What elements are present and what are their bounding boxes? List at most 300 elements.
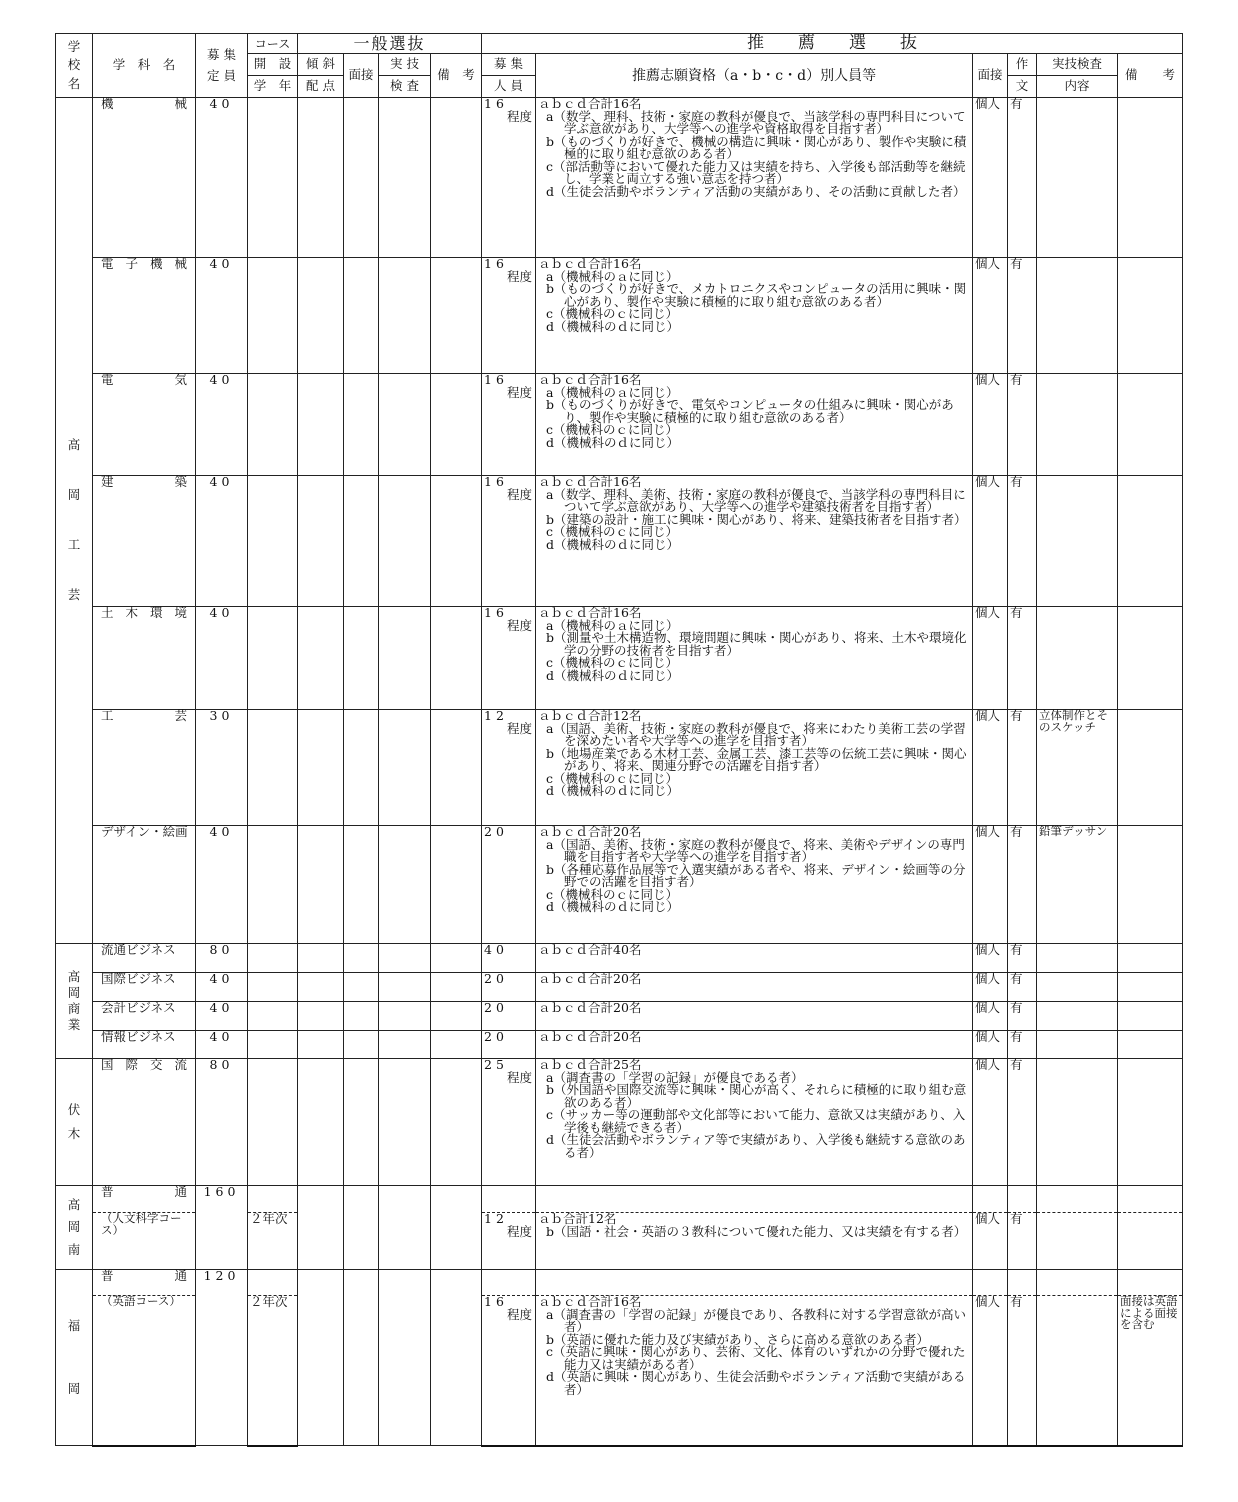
rec-interview: 個人 — [973, 944, 1008, 973]
cell-text: 木 — [125, 605, 138, 620]
empty-cell — [431, 258, 482, 374]
rec-interview: 個人 — [973, 1031, 1008, 1059]
empty-cell — [379, 710, 431, 826]
qual-item: a（数学、理科、美術、技術・家庭の教科が優良で、当該学科の専門科目について学ぶ意欲があり、大学等への進学や建築技術者を目指す者） — [546, 486, 966, 514]
empty-cell — [298, 973, 344, 1002]
rec-skill — [1037, 258, 1118, 374]
cell-text: 芸 — [174, 708, 187, 723]
quota: 40 — [196, 1031, 248, 1059]
qual-total: ａｂｃｄ合計12名 — [538, 708, 642, 723]
rec-quota — [482, 98, 536, 258]
rec-quota-number: 16 — [484, 372, 508, 387]
rec-interview: 個人 — [973, 1213, 1008, 1270]
empty-cell — [482, 1186, 536, 1213]
empty-cell — [431, 476, 482, 607]
header-general-selection: 一般選抜 — [298, 34, 482, 54]
school-name — [56, 1186, 93, 1270]
cell-text: 械 — [174, 96, 187, 111]
empty-cell — [344, 944, 379, 973]
quota: 40 — [196, 826, 248, 944]
qual-item: d（英語に興味・関心があり、生徒会活動やボランティア活動で実績がある者） — [546, 1369, 966, 1397]
empty-cell — [431, 1031, 482, 1059]
qual-item: d（生徒会活動やボランティア等で実績があり、入学後も継続する意欲のある者） — [546, 1132, 966, 1160]
rec-quota-number: 20 — [484, 1000, 508, 1015]
school-char: 岡 — [67, 487, 81, 503]
qual-item: b（各種応募作品展等で入選実績がある者や、将来、デザイン・絵画等の分野での活躍を目指す者） — [546, 861, 966, 889]
course-year-empty — [248, 1270, 298, 1296]
school-char: 伏 — [67, 1102, 81, 1117]
school-name — [56, 1270, 93, 1446]
cell-text: 情報ビジネス — [101, 1029, 176, 1044]
empty-cell — [431, 1270, 482, 1446]
empty-cell — [344, 476, 379, 607]
cell-text: 機 — [149, 256, 163, 271]
rec-quota — [482, 944, 536, 973]
cell-text: 気 — [174, 372, 187, 387]
qual-total: ａｂｃｄ合計16名 — [538, 1294, 642, 1309]
rec-quota-number: 12 — [484, 708, 508, 723]
qual-item: d（機械科のｄに同じ） — [546, 667, 680, 683]
table-row — [56, 944, 1183, 973]
rec-quota — [482, 710, 536, 826]
empty-cell — [536, 1186, 973, 1213]
school-char: 工 — [67, 537, 81, 553]
qual-item: b（ものづくりが好きで、電気やコンピュータの仕組みに興味・関心があり、製作や実験に積極的に取り組む意欲のある者） — [546, 397, 954, 425]
school-name — [56, 944, 93, 1059]
empty-cell — [298, 1270, 344, 1446]
rec-quota-degree: 程度 — [507, 617, 533, 633]
empty-cell — [431, 973, 482, 1002]
empty-cell — [431, 374, 482, 476]
header-rec-interview: 面接 — [973, 54, 1008, 98]
empty-cell — [344, 607, 379, 710]
rec-skill — [1037, 1213, 1118, 1270]
rec-quota-number: 16 — [484, 474, 508, 489]
empty-cell — [431, 710, 482, 826]
qual-item: d（機械科のｄに同じ） — [546, 318, 680, 334]
qual-total: ａｂｃｄ合計20名 — [538, 971, 642, 986]
empty-cell — [379, 1186, 431, 1270]
empty-cell — [248, 1059, 298, 1186]
dept-name — [93, 973, 196, 1002]
rec-skill — [1037, 944, 1118, 973]
empty-cell — [248, 826, 298, 944]
rec-quota — [482, 1059, 536, 1186]
empty-cell — [344, 710, 379, 826]
rec-interview: 個人 — [973, 1002, 1008, 1031]
empty-cell — [431, 944, 482, 973]
rec-quota-number: 16 — [484, 605, 508, 620]
table-row — [56, 710, 1183, 826]
rec-skill — [1037, 1059, 1118, 1186]
rec-essay: 有 — [1008, 826, 1037, 944]
empty-cell — [248, 607, 298, 710]
empty-cell — [379, 973, 431, 1002]
header-keisha-2: 配 点 — [298, 76, 344, 98]
quota: 40 — [196, 476, 248, 607]
rec-essay: 有 — [1008, 973, 1037, 1002]
qual-item: b（ものづくりが好きで、メカトロニクスやコンピュータの活用に興味・関心があり、製作や実験に積極的に取り組む意欲のある者） — [546, 281, 967, 309]
quota: 30 — [196, 710, 248, 826]
empty-cell — [248, 258, 298, 374]
rec-interview: 個人 — [973, 476, 1008, 607]
table-row — [56, 258, 1183, 374]
school-char: 岡 — [67, 1219, 81, 1235]
qual-item: c（機械科のｃに同じ） — [546, 770, 679, 786]
rec-skill — [1037, 98, 1118, 258]
empty-cell — [379, 1270, 431, 1446]
qual-item: b（測量や土木構造物、環境問題に興味・関心があり、将来、土木や環境化学の分野の技術者を目指す者） — [546, 630, 967, 658]
rec-quota-degree: 程度 — [507, 720, 533, 736]
empty-cell — [298, 1186, 344, 1270]
rec-interview: 個人 — [973, 710, 1008, 826]
rec-interview: 個人 — [973, 826, 1008, 944]
school-char: 業 — [67, 1016, 81, 1032]
rec-note — [1118, 607, 1183, 710]
rec-note — [1118, 944, 1183, 973]
empty-cell — [1008, 1270, 1037, 1296]
empty-cell — [298, 1031, 344, 1059]
empty-cell — [431, 826, 482, 944]
rec-quota — [482, 1002, 536, 1031]
school-char: 岡 — [67, 1380, 81, 1396]
qual-item: a（国語、美術、技術・家庭の教科が優良で、将来にわたり美術工芸の学習を深めたい者や大学等への進学を目指す者） — [546, 720, 966, 748]
qual-item: b（国語・社会・英語の３教科について優れた能力、又は実績を有する者） — [546, 1223, 967, 1239]
dept-name — [93, 476, 196, 607]
empty-cell — [248, 1031, 298, 1059]
qual-item: d（機械科のｄに同じ） — [546, 434, 680, 450]
qual-item: b（建築の設計・施工に興味・関心があり、将来、建築技術者を目指す者） — [546, 511, 967, 527]
empty-cell — [298, 826, 344, 944]
empty-cell — [379, 1002, 431, 1031]
table-row — [56, 1270, 1183, 1296]
rec-note — [1118, 1213, 1183, 1270]
rec-note — [1118, 98, 1183, 258]
empty-cell — [344, 826, 379, 944]
admissions-table — [55, 33, 1183, 1447]
empty-cell — [344, 374, 379, 476]
qualification-cell — [536, 98, 973, 258]
qual-item: d（生徒会活動やボランティア活動の実績があり、その活動に貢献した者） — [546, 183, 966, 199]
cell-text: 普 — [101, 1268, 114, 1283]
empty-cell — [379, 258, 431, 374]
empty-cell — [431, 1059, 482, 1186]
rec-essay: 有 — [1008, 944, 1037, 973]
qualification-cell — [536, 944, 973, 973]
empty-cell — [298, 1002, 344, 1031]
qual-total: ａｂｃｄ合計16名 — [538, 256, 642, 271]
cell-text: 流 — [174, 1057, 187, 1072]
school-char: 木 — [67, 1125, 81, 1141]
cell-text: 築 — [174, 474, 187, 489]
rec-quota-number: 25 — [484, 1057, 508, 1072]
quota: 120 — [196, 1270, 248, 1446]
rec-skill — [1037, 1031, 1118, 1059]
cell-text: 国際ビジネス — [101, 971, 176, 986]
rec-quota — [482, 1296, 536, 1446]
qual-total: ａｂｃｄ合計40名 — [538, 942, 642, 957]
empty-cell — [344, 973, 379, 1002]
cell-text: 普 — [101, 1184, 114, 1199]
rec-quota-number: 16 — [484, 96, 508, 111]
cell-text: 電 — [101, 372, 114, 387]
rec-skill — [1037, 1296, 1118, 1446]
quota: 40 — [196, 98, 248, 258]
cell-text: 通 — [174, 1184, 187, 1199]
dept-name — [93, 1059, 196, 1186]
cell-text: 機 — [101, 96, 114, 111]
school-char: 商 — [67, 1000, 81, 1016]
rec-quota-degree: 程度 — [507, 268, 533, 284]
qualification-cell — [536, 476, 973, 607]
empty-cell — [482, 1270, 536, 1296]
empty-cell — [248, 973, 298, 1002]
rec-interview: 個人 — [973, 1059, 1008, 1186]
cell-text: 子 — [125, 256, 138, 271]
empty-cell — [379, 476, 431, 607]
empty-cell — [248, 1002, 298, 1031]
qual-item: d（機械科のｄに同じ） — [546, 899, 680, 914]
cell-text: デザイン・絵画 — [101, 824, 188, 839]
qualification-cell — [536, 1002, 973, 1031]
qual-item: a（調査書の「学習の記録」が優良である者） — [546, 1069, 804, 1085]
dept-name — [93, 1002, 196, 1031]
qualification-cell — [536, 1213, 973, 1270]
empty-cell — [379, 826, 431, 944]
school-char: 高 — [67, 437, 81, 453]
empty-cell — [536, 1270, 973, 1296]
empty-cell — [344, 1059, 379, 1186]
rec-essay: 有 — [1008, 1296, 1037, 1446]
rec-essay: 有 — [1008, 1031, 1037, 1059]
course-year: ２年次 — [248, 1296, 298, 1446]
empty-cell — [1037, 1186, 1118, 1213]
rec-quota — [482, 826, 536, 944]
qualification-cell — [536, 1031, 973, 1059]
empty-cell — [431, 1002, 482, 1031]
qual-total: ａｂｃｄ合計20名 — [538, 1029, 642, 1044]
qual-item: a（機械科のａに同じ） — [546, 268, 679, 284]
rec-skill — [1037, 1002, 1118, 1031]
empty-cell — [298, 476, 344, 607]
header-course-year: 学 年 — [248, 76, 298, 98]
qual-item: b（ものづくりが好きで、機械の構造に興味・関心があり、製作や実験に積極的に取り組む意欲のある者） — [546, 133, 967, 161]
header-keisha: 傾 斜 — [298, 54, 344, 76]
school-name — [56, 98, 93, 944]
empty-cell — [431, 607, 482, 710]
qual-total: ａｂｃｄ合計20名 — [538, 824, 642, 839]
qual-item: c（機械科のｃに同じ） — [546, 306, 679, 321]
rec-quota-degree: 程度 — [507, 486, 533, 502]
qual-item: d（機械科のｄに同じ） — [546, 783, 680, 798]
empty-cell — [344, 98, 379, 258]
empty-cell — [1037, 1270, 1118, 1296]
qual-item: a（国語、美術、技術・家庭の教科が優良で、将来、美術やデザインの専門職を目指す者や大学等への進学を目指す者） — [546, 836, 965, 864]
empty-cell — [298, 98, 344, 258]
quota: 40 — [196, 607, 248, 710]
cell-text: 会計ビジネス — [101, 1000, 176, 1015]
rec-essay: 有 — [1008, 258, 1037, 374]
table-row — [56, 607, 1183, 710]
rec-quota — [482, 1213, 536, 1270]
qual-item: c（機械科のｃに同じ） — [546, 655, 679, 670]
quota: 80 — [196, 944, 248, 973]
rec-quota — [482, 476, 536, 607]
table-row — [56, 476, 1183, 607]
rec-quota — [482, 1031, 536, 1059]
empty-cell — [298, 258, 344, 374]
quota: 40 — [196, 374, 248, 476]
header-rec-skill: 実技検査 — [1037, 54, 1118, 76]
header-course: コース — [248, 34, 298, 54]
rec-quota — [482, 607, 536, 710]
header-rec-essay: 作 — [1008, 54, 1037, 76]
rec-skill — [1037, 374, 1118, 476]
dept-name — [93, 258, 196, 374]
rec-note — [1118, 973, 1183, 1002]
rec-skill — [1037, 607, 1118, 710]
qual-total: ａｂｃｄ合計16名 — [538, 372, 642, 387]
course-year-empty — [248, 1186, 298, 1213]
qual-item: c（サッカー等の運動部や文化部等において能力、意欲又は実績があり、入学後も継続できる者） — [546, 1107, 966, 1135]
rec-essay: 有 — [1008, 1213, 1037, 1270]
school-char: 芸 — [67, 587, 81, 603]
empty-cell — [298, 374, 344, 476]
header-course-open: 開 設 — [248, 54, 298, 76]
qual-item: c（機械科のｃに同じ） — [546, 886, 679, 902]
rec-interview: 個人 — [973, 98, 1008, 258]
quota: 40 — [196, 973, 248, 1002]
table-row — [56, 1031, 1183, 1059]
qual-total: ａｂｃｄ合計25名 — [538, 1057, 642, 1072]
table-row — [56, 1186, 1183, 1213]
qualification-cell — [536, 826, 973, 944]
rec-quota-number: 16 — [484, 1294, 508, 1309]
school-char: 福 — [67, 1318, 81, 1333]
qualification-cell — [536, 1059, 973, 1186]
qualification-cell — [536, 973, 973, 1002]
header-rec-note: 備 考 — [1118, 54, 1183, 98]
rec-interview: 個人 — [973, 258, 1008, 374]
course-name: （人文科学コース） — [93, 1213, 196, 1270]
rec-skill: 鉛筆デッサン — [1037, 826, 1118, 944]
rec-essay: 有 — [1008, 374, 1037, 476]
qual-total: ａｂｃｄ合計16名 — [538, 474, 642, 489]
school-char: 岡 — [67, 984, 81, 1000]
empty-cell — [431, 98, 482, 258]
cell-text: 通 — [174, 1268, 187, 1283]
header-general-note: 備 考 — [431, 54, 482, 98]
empty-cell — [1118, 1270, 1183, 1296]
qualification-cell — [536, 607, 973, 710]
qualification-cell — [536, 1296, 973, 1446]
dept-name — [93, 710, 196, 826]
header-recommended-selection: 推 薦 選 抜 — [482, 34, 1183, 54]
rec-skill: 立体制作とそのスケッチ — [1037, 710, 1118, 826]
course-name: （英語コース） — [93, 1296, 196, 1446]
qual-item: a（調査書の「学習の記録」が優良であり、各教科に対する学習意欲が高い者） — [546, 1306, 966, 1334]
dept-name — [93, 944, 196, 973]
qualification-cell — [536, 374, 973, 476]
empty-cell — [379, 944, 431, 973]
header-rec-quota-2: 人 員 — [482, 76, 536, 98]
qual-total: ａｂｃｄ合計20名 — [538, 1000, 642, 1015]
cell-text: 建 — [101, 474, 114, 489]
rec-quota-degree: 程度 — [507, 384, 533, 400]
qual-item: a（機械科のａに同じ） — [546, 617, 679, 633]
rec-note — [1118, 374, 1183, 476]
empty-cell — [344, 258, 379, 374]
header-quota: 募 集 定 員 — [196, 34, 248, 98]
quota: 80 — [196, 1059, 248, 1186]
rec-essay: 有 — [1008, 607, 1037, 710]
empty-cell — [248, 374, 298, 476]
empty-cell — [973, 1186, 1008, 1213]
empty-cell — [344, 1270, 379, 1446]
rec-quota — [482, 258, 536, 374]
empty-cell — [379, 98, 431, 258]
empty-cell — [298, 1059, 344, 1186]
school-char: 高 — [67, 968, 81, 984]
cell-text: 境 — [174, 605, 187, 620]
rec-quota-number: 20 — [484, 971, 508, 986]
qual-total: ａｂｃｄ合計16名 — [538, 605, 642, 620]
empty-cell — [379, 1059, 431, 1186]
table-row — [56, 98, 1183, 258]
rec-note — [1118, 1031, 1183, 1059]
dept-name — [93, 1031, 196, 1059]
dept-name — [93, 1270, 196, 1296]
rec-essay: 有 — [1008, 476, 1037, 607]
qual-total: ａｂ合計12名 — [538, 1211, 617, 1226]
qual-item: c（部活動等において優れた能力又は実績を持ち、入学後も部活動等を継続し、学業と両立する強い意志を持つ者） — [546, 158, 966, 186]
qual-item: b（外国語や国際交流等に興味・関心が高く、それらに積極的に取り組む意欲のある者） — [546, 1082, 967, 1110]
quota: 160 — [196, 1186, 248, 1270]
rec-quota — [482, 973, 536, 1002]
empty-cell — [379, 374, 431, 476]
qualification-cell — [536, 710, 973, 826]
qual-item: c（英語に興味・関心があり、芸術、文化、体育のいずれかの分野で優れた能力又は実績がある者） — [546, 1344, 966, 1372]
rec-quota-degree: 程度 — [507, 1306, 533, 1322]
rec-note — [1118, 476, 1183, 607]
empty-cell — [344, 1186, 379, 1270]
header-rec-skill-2: 内容 — [1037, 76, 1118, 98]
empty-cell — [379, 607, 431, 710]
rec-quota-number: 12 — [484, 1211, 508, 1226]
rec-essay: 有 — [1008, 1002, 1037, 1031]
empty-cell — [298, 607, 344, 710]
table-header — [56, 34, 1183, 98]
school-char: 南 — [67, 1241, 81, 1257]
table-row — [56, 826, 1183, 944]
empty-cell — [248, 944, 298, 973]
cell-text: 電 — [101, 256, 114, 271]
header-rec-qualification: 推薦志願資格（a・b・c・d）別人員等 — [536, 54, 973, 98]
dept-name — [93, 98, 196, 258]
cell-text: 際 — [125, 1057, 138, 1072]
qual-total: ａｂｃｄ合計16名 — [538, 96, 642, 111]
rec-skill — [1037, 476, 1118, 607]
table-row — [56, 1059, 1183, 1186]
rec-quota-number: 16 — [484, 256, 508, 271]
rec-quota-number: 20 — [484, 1029, 508, 1044]
header-rec-essay-2: 文 — [1008, 76, 1037, 98]
dept-name — [93, 826, 196, 944]
dept-name — [93, 1186, 196, 1213]
cell-text: 流通ビジネス — [101, 942, 176, 957]
cell-text: 械 — [174, 256, 187, 271]
table-body — [56, 98, 1183, 1446]
